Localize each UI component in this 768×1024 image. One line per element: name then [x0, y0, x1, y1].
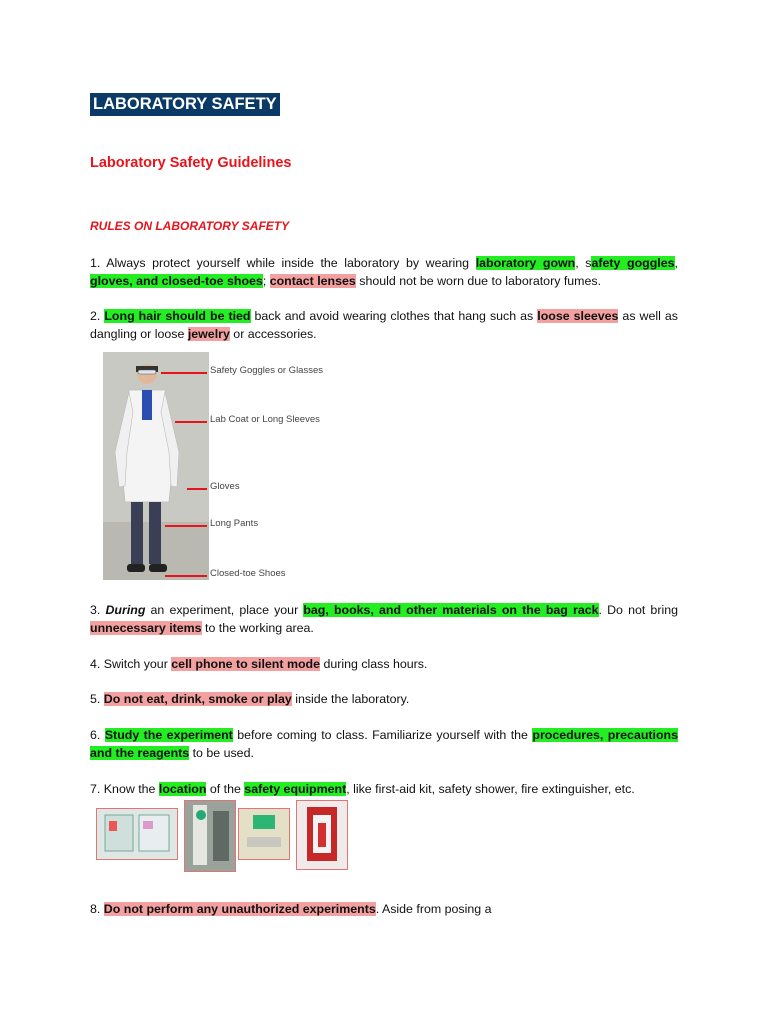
rule-number: 6.: [90, 728, 101, 742]
pants-arrow-icon: [165, 525, 207, 527]
rule-7: [90, 780, 678, 798]
rule-text: to be used.: [189, 746, 254, 760]
section-subtitle: Laboratory Safety Guidelines: [90, 155, 292, 171]
rule-text: Switch your: [100, 657, 172, 671]
rule-text: to the working area.: [201, 621, 314, 635]
label-shoes: Closed-toe Shoes: [210, 568, 286, 579]
rule-number: 3.: [90, 603, 101, 617]
rule-5: [90, 690, 678, 708]
rule-text: Always protect yourself while inside the laboratory by wearing: [100, 256, 476, 270]
safety-equipment-images: [96, 800, 376, 880]
highlight-required: laboratory gown: [475, 256, 576, 270]
rule-4: [90, 655, 678, 673]
rule-text: . Do not bring: [598, 603, 678, 617]
rule-text: back and avoid wearing clothes that hang such as: [250, 309, 538, 323]
shoes-arrow-icon: [165, 575, 207, 577]
rule-8: [90, 900, 678, 918]
highlight-required: bag, books, and other materials on the bag rack: [303, 603, 599, 617]
emphasis-text: During: [105, 603, 146, 617]
label-pants: Long Pants: [210, 518, 259, 529]
first-aid-cabinet-image: [96, 808, 178, 860]
rule-number: 5.: [90, 692, 101, 706]
coat-arrow-icon: [175, 421, 207, 423]
safety-shower-image: [184, 800, 236, 872]
rule-number: 4.: [90, 657, 101, 671]
highlight-required: Study the experiment: [104, 728, 233, 742]
fire-extinguisher-cabinet-image: [296, 800, 348, 870]
rule-text: , like first-aid kit, safety shower, fire extinguisher, etc.: [346, 782, 635, 796]
ppe-figure: [103, 352, 353, 582]
rule-text: as well as dangling or loose: [90, 309, 678, 341]
highlight-prohibited: loose sleeves: [537, 309, 619, 323]
rule-text: an experiment, place your: [145, 603, 304, 617]
label-goggles: Safety Goggles or Glasses: [210, 365, 323, 376]
rule-text: before coming to class. Familiarize yourself with the: [232, 728, 533, 742]
rule-number: 2.: [90, 309, 101, 323]
rule-text: should not be worn due to laboratory fumes.: [355, 274, 602, 288]
rule-1: [90, 254, 678, 290]
highlight-required: safety equipment: [244, 782, 347, 796]
student-in-lab-coat-image: [103, 352, 209, 580]
rule-text: ,: [674, 256, 678, 270]
label-coat: Lab Coat or Long Sleeves: [210, 414, 320, 425]
highlight-required: afety goggles: [591, 256, 675, 270]
eye-wash-station-image: [238, 808, 290, 860]
highlight-required: Long hair should be tied: [104, 309, 251, 323]
rule-text: Know the: [100, 782, 159, 796]
rule-text: during class hours.: [320, 657, 428, 671]
page-title: LABORATORY SAFETY: [90, 93, 280, 116]
highlight-prohibited: Do not perform any unauthorized experiments: [103, 902, 376, 916]
rule-number: 7.: [90, 782, 101, 796]
highlight-prohibited: unnecessary items: [90, 621, 202, 635]
highlight-prohibited: cell phone to silent mode: [171, 657, 320, 671]
highlight-required: location: [158, 782, 207, 796]
rule-text: of the: [206, 782, 245, 796]
rule-text: inside the laboratory.: [291, 692, 410, 706]
gloves-arrow-icon: [187, 488, 207, 490]
rule-number: 8.: [90, 902, 101, 916]
highlight-prohibited: contact lenses: [269, 274, 356, 288]
highlight-prohibited: jewelry: [187, 327, 230, 341]
rule-2: [90, 307, 678, 343]
highlight-required: procedures, precautions and the reagents: [90, 728, 679, 760]
lab-attire-photo: [103, 352, 209, 580]
highlight-required: gloves, and closed-toe shoes: [90, 274, 263, 288]
rule-number: 1.: [90, 256, 101, 270]
rule-text: ;: [262, 274, 270, 288]
highlight-prohibited: Do not eat, drink, smoke or play: [103, 692, 292, 706]
rule-text: . Aside from posing a: [375, 902, 492, 916]
rule-6: [90, 726, 678, 762]
label-gloves: Gloves: [210, 481, 240, 492]
rule-3: [90, 601, 678, 637]
goggles-arrow-icon: [161, 372, 207, 374]
rule-text: or accessories.: [229, 327, 317, 341]
rule-text: , s: [575, 256, 592, 270]
rules-heading: RULES ON LABORATORY SAFETY: [90, 219, 290, 233]
